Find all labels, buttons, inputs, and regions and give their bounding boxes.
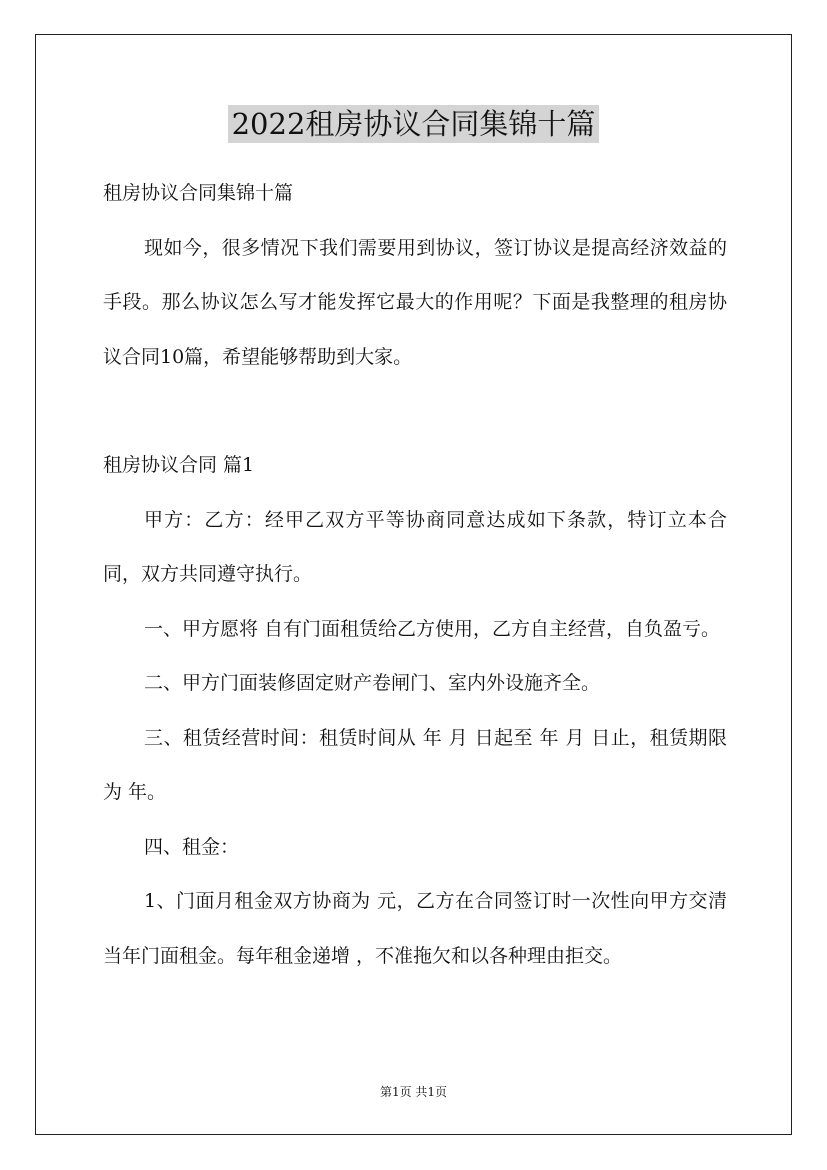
intro-paragraph: 现如今，很多情况下我们需要用到协议，签订协议是提高经济效益的手段。那么协议怎么写才能发挥它最大的作用呢？下面是我整理的租房协议合同10篇，希望能够帮助到大家。 [103,236,727,368]
document-title-text: 2022租房协议合同集锦十篇 [228,105,600,143]
document-title [0,98,827,150]
document-subtitle: 租房协议合同集锦十篇 [103,182,294,204]
contract-paragraph: 二、甲方门面装修固定财产卷闸门、室内外设施齐全。 [144,672,601,694]
contract-paragraph: 四、租金： [144,835,240,858]
contract-paragraph: 一、甲方愿将 自有门面租赁给乙方使用，乙方自主经营，自负盈亏。 [144,617,721,640]
contract-paragraph: 1、门面月租金双方协商为 元，乙方在合同签订时一次性向甲方交清当年门面租金。每年租金递增 ，不准拖欠和以各种理由拒交。 [103,890,727,967]
contract-paragraph: 三、租赁经营时间：租赁时间从 年 月 日起至 年 月 日止，租赁期限为 年。 [103,726,727,803]
document-body [103,166,727,983]
contract-paragraph: 甲方：乙方：经甲乙双方平等协商同意达成如下条款，特订立本合同，双方共同遵守执行。 [103,508,727,585]
section-heading: 租房协议合同 篇1 [103,454,255,476]
page-footer: 第1页 共1页 [379,1085,448,1099]
